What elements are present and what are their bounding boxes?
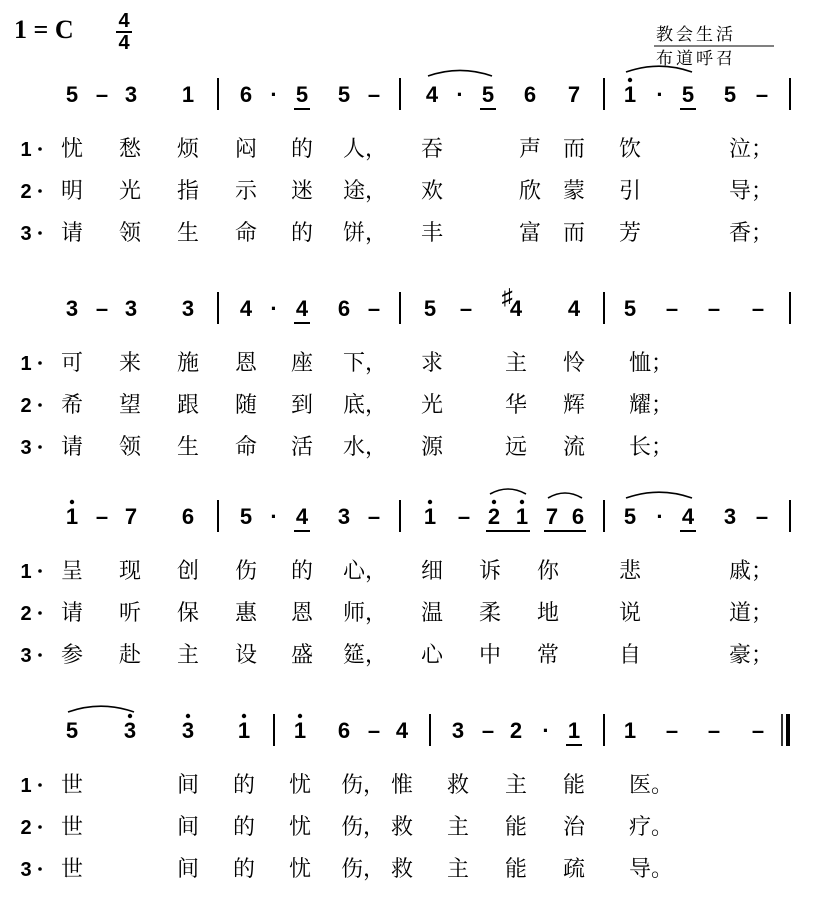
lyric-word: 医。 — [629, 773, 674, 798]
lyric-word: 求 — [421, 351, 444, 376]
lyric-word: 呈 — [61, 559, 84, 584]
verse-number-dot — [38, 445, 42, 449]
lyric-word: 世 — [61, 773, 84, 798]
lyric-word: 的 — [291, 559, 314, 584]
note: 6 — [571, 504, 585, 529]
lyric-word: 豪； — [729, 643, 774, 668]
lyric-word: 地 — [537, 601, 560, 626]
lyric-word: 引 — [619, 179, 642, 204]
lyric-word: 饼， — [343, 221, 388, 246]
lyric-word: 吞 — [421, 137, 444, 162]
octave-dot-high — [492, 500, 496, 504]
lyric-word: 忧 — [289, 815, 312, 840]
lyric-word: 治 — [563, 815, 586, 840]
lyric-word: 的 — [233, 857, 256, 882]
verse-number: 2 — [20, 817, 32, 839]
sustain-dash: – — [707, 718, 721, 743]
note: 4 — [681, 504, 695, 529]
lyric-word: 怜 — [563, 351, 586, 376]
lyric-line-verse-1 — [20, 559, 773, 584]
lyric-word: 饮 — [619, 137, 642, 162]
verse-number: 1 — [20, 353, 32, 375]
sustain-dash: – — [459, 296, 473, 321]
lyric-word: 赴 — [119, 643, 142, 668]
lyric-word: 恤； — [629, 351, 674, 376]
lyric-word: 命 — [235, 435, 258, 460]
note: 5 — [65, 82, 79, 107]
system-2 — [20, 284, 790, 460]
note: 3 — [124, 82, 138, 107]
sustain-dash: – — [367, 504, 381, 529]
note: 5 — [65, 718, 79, 743]
octave-dot-high — [520, 500, 524, 504]
note: 6 — [239, 82, 253, 107]
sustain-dash: – — [457, 504, 471, 529]
note: 7 — [124, 504, 138, 529]
note: 4 — [509, 296, 523, 321]
lyric-word: 生 — [177, 221, 200, 246]
lyric-word: 筵， — [343, 643, 388, 668]
note: 4 — [395, 718, 409, 743]
verse-number-dot — [38, 147, 42, 151]
lyric-word: 惠 — [235, 601, 258, 626]
verse-number: 3 — [20, 437, 32, 459]
note: 6 — [181, 504, 195, 529]
lyric-word: 道； — [729, 601, 774, 626]
note: 1 — [623, 718, 637, 743]
lyric-word: 到 — [291, 393, 314, 418]
lyric-word: 可 — [61, 351, 84, 376]
octave-dot-high — [628, 78, 632, 82]
sustain-dash: – — [95, 296, 109, 321]
lyric-word: 惟 — [391, 773, 414, 798]
note: 6 — [523, 82, 537, 107]
octave-dot-high — [128, 714, 132, 718]
lyric-word: 现 — [119, 559, 142, 584]
lyric-word: 世 — [61, 815, 84, 840]
lyric-word: 烦 — [177, 137, 200, 162]
augmentation-dot: · — [656, 504, 664, 529]
lyric-word: 疗。 — [629, 815, 674, 840]
note: 4 — [425, 82, 439, 107]
lyric-word: 人， — [343, 137, 388, 162]
verse-number-dot — [38, 611, 42, 615]
lyric-word: 心 — [421, 643, 444, 668]
lyric-line-verse-2 — [20, 179, 773, 204]
lyric-word: 生 — [177, 435, 200, 460]
note: 3 — [451, 718, 465, 743]
key-signature: 1 = C — [14, 15, 74, 44]
verse-number: 2 — [20, 603, 32, 625]
lyric-word: 主 — [177, 643, 200, 668]
notes-row — [66, 706, 788, 746]
octave-dot-high — [70, 500, 74, 504]
lyric-word: 细 — [421, 559, 444, 584]
augmentation-dot: · — [456, 82, 464, 107]
lyric-word: 忧 — [289, 857, 312, 882]
lyric-word: 请 — [61, 435, 84, 460]
note: 3 — [124, 296, 138, 321]
note: 5 — [423, 296, 437, 321]
lyric-word: 导。 — [629, 857, 674, 882]
lyric-word: 间 — [177, 857, 200, 882]
lyric-word: 忧 — [61, 137, 84, 162]
lyric-line-verse-3 — [20, 435, 673, 460]
lyric-word: 温 — [421, 601, 444, 626]
sustain-dash: – — [707, 296, 721, 321]
lyric-word: 耀； — [629, 393, 674, 418]
notes-row — [66, 284, 790, 324]
lyric-word: 源 — [421, 435, 444, 460]
note: 1 — [623, 82, 637, 107]
lyric-word: 主 — [505, 773, 528, 798]
verse-number-dot — [38, 783, 42, 787]
lyric-word: 间 — [177, 815, 200, 840]
score-systems — [20, 66, 790, 882]
note: 4 — [239, 296, 253, 321]
lyric-word: 蒙 — [563, 179, 586, 204]
note: 3 — [181, 718, 195, 743]
lyric-word: 辉 — [563, 393, 586, 418]
note: 2 — [509, 718, 523, 743]
lyric-word: 能 — [505, 815, 528, 840]
note: 1 — [515, 504, 529, 529]
lyric-line-verse-3 — [20, 857, 673, 882]
lyric-word: 恩 — [235, 351, 258, 376]
note: 7 — [545, 504, 559, 529]
verse-number-dot — [38, 189, 42, 193]
lyric-word: 请 — [61, 221, 84, 246]
note: 3 — [723, 504, 737, 529]
lyric-word: 常 — [537, 643, 560, 668]
lyric-word: 领 — [119, 435, 142, 460]
lyric-word: 恩 — [291, 601, 314, 626]
lyric-line-verse-1 — [20, 773, 673, 798]
lyric-word: 声 — [519, 137, 542, 162]
notes-row — [66, 489, 790, 532]
source-line-1: 教会生活 — [656, 25, 736, 45]
score-header — [14, 10, 774, 69]
lyric-word: 保 — [177, 601, 200, 626]
verse-number: 1 — [20, 139, 32, 161]
note: 5 — [239, 504, 253, 529]
sustain-dash: – — [755, 504, 769, 529]
verse-number: 2 — [20, 181, 32, 203]
note: 7 — [567, 82, 581, 107]
lyric-line-verse-2 — [20, 815, 673, 840]
verse-number-dot — [38, 361, 42, 365]
lyric-word: 底， — [343, 393, 388, 418]
augmentation-dot: · — [656, 82, 664, 107]
lyric-word: 的 — [291, 221, 314, 246]
notes-row — [66, 66, 790, 110]
lyric-word: 悲 — [619, 559, 642, 584]
lyric-word: 设 — [235, 643, 258, 668]
lyric-word: 创 — [177, 559, 200, 584]
lyric-word: 自 — [619, 643, 642, 668]
note: 1 — [567, 718, 581, 743]
note: 5 — [337, 82, 351, 107]
lyric-word: 闷 — [235, 137, 258, 162]
lyric-word: 能 — [563, 773, 586, 798]
verse-number: 1 — [20, 561, 32, 583]
sustain-dash: – — [367, 82, 381, 107]
lyric-word: 华 — [505, 393, 528, 418]
augmentation-dot: · — [270, 82, 278, 107]
note: 1 — [293, 718, 307, 743]
lyric-word: 说 — [619, 601, 642, 626]
lyric-word: 救 — [447, 773, 470, 798]
note: 5 — [481, 82, 495, 107]
lyric-word: 能 — [505, 857, 528, 882]
octave-dot-high — [428, 500, 432, 504]
system-1 — [20, 66, 790, 246]
lyric-word: 伤， — [341, 857, 386, 882]
verse-number: 2 — [20, 395, 32, 417]
lyric-word: 光 — [119, 179, 142, 204]
lyric-word: 柔 — [479, 601, 502, 626]
note: 6 — [337, 296, 351, 321]
lyric-word: 的 — [233, 773, 256, 798]
lyric-line-verse-1 — [20, 351, 673, 376]
lyric-word: 望 — [119, 393, 142, 418]
verse-number: 3 — [20, 859, 32, 881]
note: 2 — [487, 504, 501, 529]
sustain-dash: – — [95, 504, 109, 529]
lyric-word: 救 — [391, 815, 414, 840]
note: 5 — [681, 82, 695, 107]
lyric-word: 水， — [343, 435, 388, 460]
sustain-dash: – — [665, 718, 679, 743]
verse-number-dot — [38, 825, 42, 829]
lyric-word: 光 — [421, 393, 444, 418]
slur-arc — [548, 493, 582, 498]
sustain-dash: – — [367, 296, 381, 321]
lyric-word: 下， — [343, 351, 388, 376]
octave-dot-high — [242, 714, 246, 718]
lyric-word: 香； — [729, 221, 774, 246]
lyric-word: 疏 — [563, 857, 586, 882]
lyric-word: 希 — [61, 393, 84, 418]
lyric-word: 而 — [563, 221, 586, 246]
lyric-word: 伤 — [235, 559, 258, 584]
lyric-word: 泣； — [729, 137, 774, 162]
lyric-word: 听 — [119, 601, 142, 626]
lyric-word: 救 — [391, 857, 414, 882]
lyric-word: 指 — [177, 179, 200, 204]
lyric-word: 随 — [235, 393, 258, 418]
slur-arc — [626, 492, 692, 498]
slur-arc — [428, 70, 492, 76]
lyric-word: 主 — [447, 815, 470, 840]
lyric-word: 的 — [233, 815, 256, 840]
augmentation-dot: · — [270, 504, 278, 529]
lyric-word: 间 — [177, 773, 200, 798]
verse-number-dot — [38, 403, 42, 407]
system-4 — [20, 706, 788, 882]
lyric-line-verse-1 — [20, 137, 773, 162]
note: 5 — [723, 82, 737, 107]
lyric-word: 命 — [235, 221, 258, 246]
lyric-word: 诉 — [479, 559, 502, 584]
slur-arc — [68, 706, 134, 712]
sustain-dash: – — [95, 82, 109, 107]
lyric-word: 芳 — [619, 221, 642, 246]
lyric-line-verse-2 — [20, 393, 673, 418]
lyric-word: 迷 — [291, 179, 314, 204]
note: 5 — [623, 504, 637, 529]
lyric-word: 示 — [235, 179, 258, 204]
lyric-word: 参 — [61, 643, 84, 668]
augmentation-dot: · — [270, 296, 278, 321]
lyric-line-verse-2 — [20, 601, 773, 626]
lyric-word: 的 — [291, 137, 314, 162]
lyric-word: 丰 — [421, 221, 444, 246]
note: 4 — [295, 296, 309, 321]
lyric-word: 欢 — [421, 179, 444, 204]
lyric-word: 座 — [291, 351, 314, 376]
source-line-2: 布道呼召 — [656, 49, 736, 69]
sustain-dash: – — [481, 718, 495, 743]
sustain-dash: – — [751, 718, 765, 743]
lyric-word: 请 — [61, 601, 84, 626]
note: 3 — [181, 296, 195, 321]
lyric-word: 伤， — [341, 773, 386, 798]
lyric-word: 远 — [505, 435, 528, 460]
verse-number-dot — [38, 653, 42, 657]
lyric-word: 流 — [563, 435, 586, 460]
note: 5 — [623, 296, 637, 321]
lyric-line-verse-3 — [20, 643, 773, 668]
lyric-word: 主 — [505, 351, 528, 376]
note: 3 — [65, 296, 79, 321]
system-3 — [20, 489, 790, 668]
verse-number-dot — [38, 867, 42, 871]
note: 3 — [337, 504, 351, 529]
lyric-word: 戚； — [729, 559, 774, 584]
octave-dot-high — [186, 714, 190, 718]
lyric-word: 活 — [291, 435, 314, 460]
lyric-word: 跟 — [177, 393, 200, 418]
note: 1 — [423, 504, 437, 529]
verse-number: 1 — [20, 775, 32, 797]
lyric-word: 欣 — [519, 179, 542, 204]
lyric-word: 愁 — [119, 137, 142, 162]
octave-dot-high — [298, 714, 302, 718]
lyric-word: 途， — [343, 179, 388, 204]
lyric-word: 而 — [563, 137, 586, 162]
note: 4 — [567, 296, 581, 321]
lyric-word: 盛 — [291, 643, 314, 668]
lyric-word: 施 — [177, 351, 200, 376]
slur-arc — [490, 489, 526, 494]
time-signature-top: 4 — [118, 10, 130, 32]
lyric-word: 伤， — [341, 815, 386, 840]
note: 6 — [337, 718, 351, 743]
lyric-word: 中 — [479, 643, 502, 668]
lyric-word: 明 — [61, 179, 84, 204]
note: 1 — [181, 82, 195, 107]
note: 1 — [237, 718, 251, 743]
augmentation-dot: · — [542, 718, 550, 743]
lyric-word: 忧 — [289, 773, 312, 798]
verse-number: 3 — [20, 645, 32, 667]
note: 4 — [295, 504, 309, 529]
lyric-word: 你 — [537, 559, 560, 584]
lyric-word: 富 — [519, 221, 542, 246]
sustain-dash: – — [755, 82, 769, 107]
lyric-word: 世 — [61, 857, 84, 882]
lyric-word: 主 — [447, 857, 470, 882]
lyric-word: 师， — [343, 601, 388, 626]
lyric-word: 长； — [629, 435, 674, 460]
lyric-word: 领 — [119, 221, 142, 246]
sharp-sign: ♯ — [501, 284, 513, 309]
lyric-word: 来 — [119, 351, 142, 376]
note: 1 — [65, 504, 79, 529]
note: 3 — [123, 718, 137, 743]
verse-number: 3 — [20, 223, 32, 245]
lyric-word: 导； — [729, 179, 774, 204]
sustain-dash: – — [367, 718, 381, 743]
verse-number-dot — [38, 569, 42, 573]
lyric-word: 心， — [343, 559, 388, 584]
lyric-line-verse-3 — [20, 221, 773, 246]
sustain-dash: – — [665, 296, 679, 321]
sustain-dash: – — [751, 296, 765, 321]
verse-number-dot — [38, 231, 42, 235]
time-signature-bottom: 4 — [118, 32, 130, 54]
note: 5 — [295, 82, 309, 107]
